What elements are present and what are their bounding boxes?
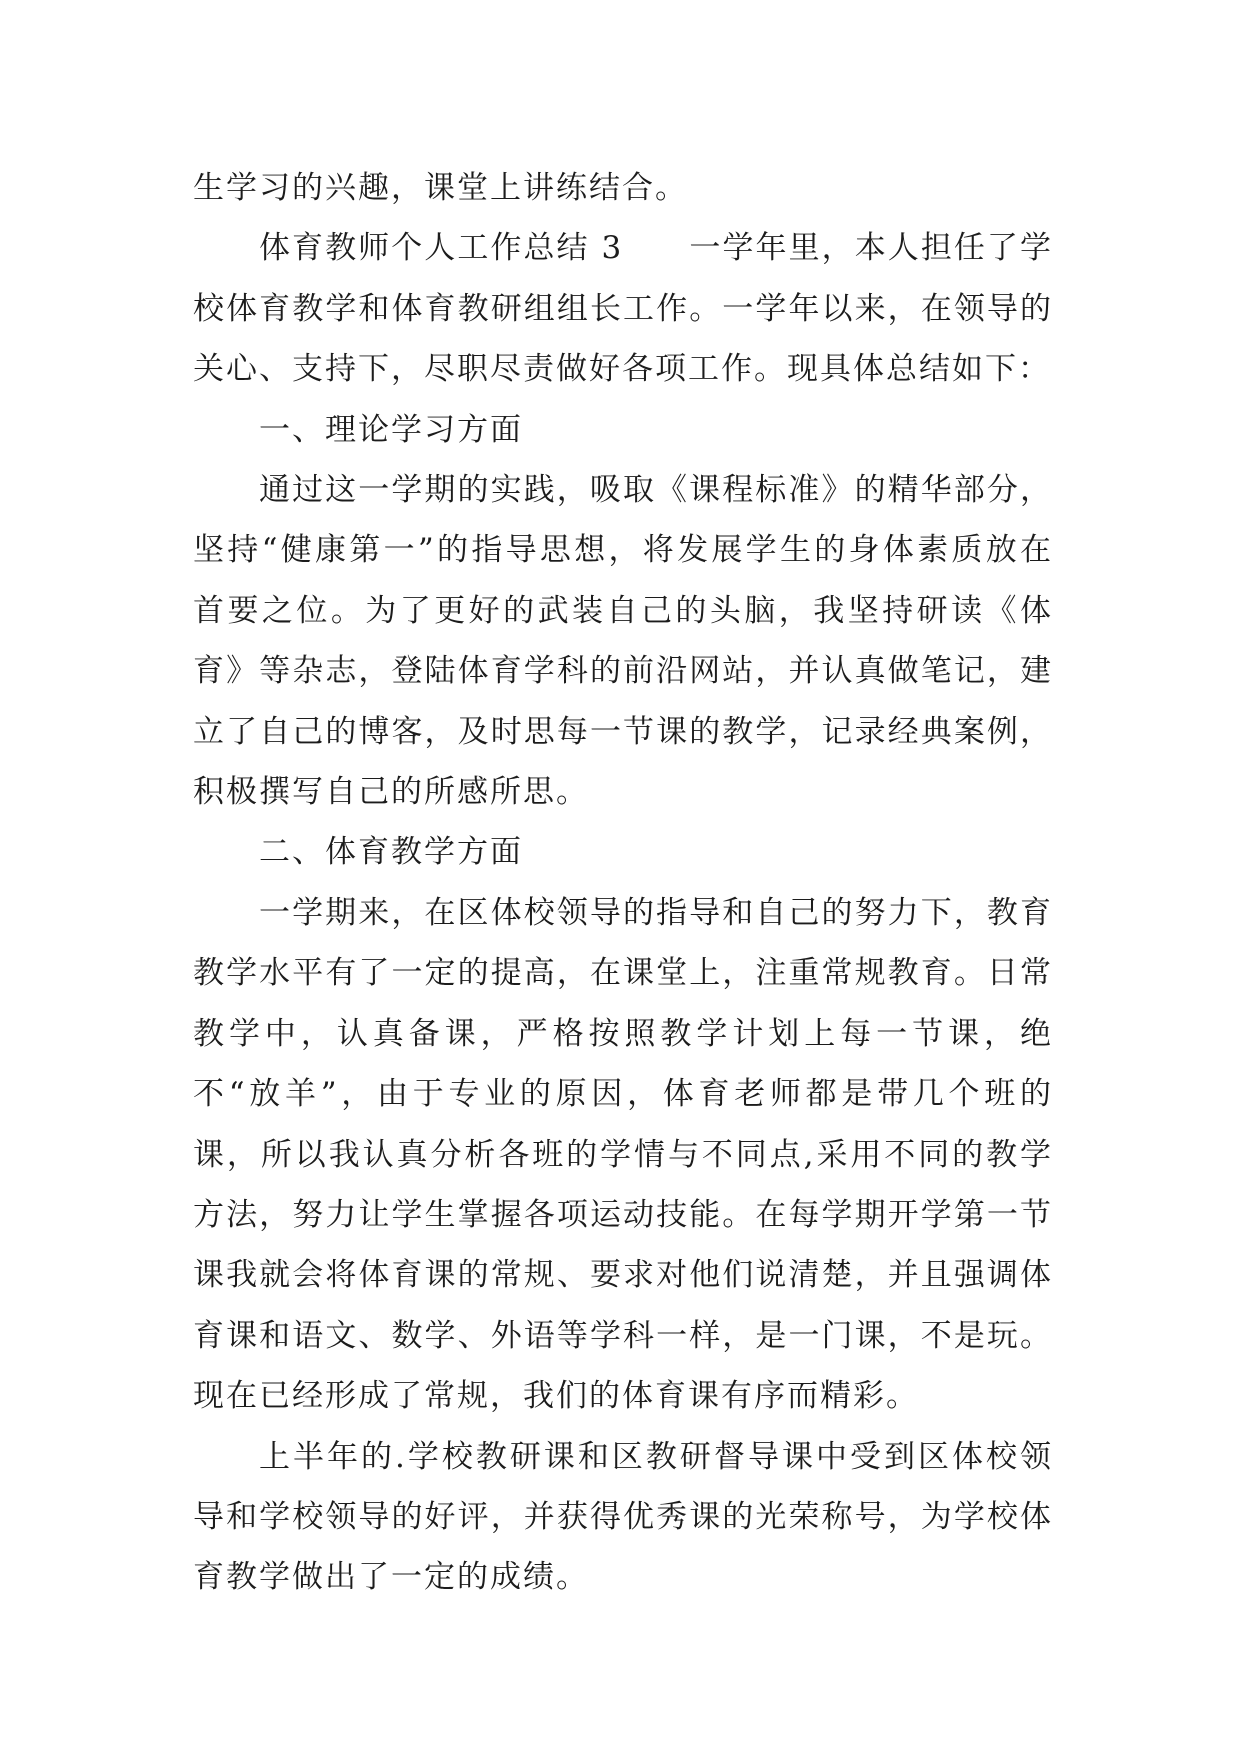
document-body [193,158,1053,1608]
section-heading-teaching: 二、体育教学方面 [259,834,523,871]
paragraph-teaching: 一学期来，在区体校领导的指导和自己的努力下，教育教学水平有了一定的提高，在课堂上，注重常规教育。日常教学中，认真备课，严格按照教学计划上每一节课，绝不“放羊”，由于专业的原因，体育老师都是带几个班的课，所以我认真分析各班的学情与不同点,采用不同的教学方法，努力让学生掌握各项运动技能。在每学期开学第一节课我就会将体育课的常规、要求对他们说清楚，并且强调体育课和语文、数学、外语等学科一样，是一门课，不是玩。现在已经形成了常规，我们的体育课有序而精彩。 [193,894,1053,1415]
paragraph-continuation: 生学习的兴趣，课堂上讲练结合。 [193,170,688,206]
paragraph-summary-intro: 体育教师个人工作总结 3 一学年里，本人担任了学校体育教学和体育教研组组长工作。一学年以来，在领导的关心、支持下，尽职尽责做好各项工作。现具体总结如下： [193,230,1053,388]
section-heading-theory: 一、理论学习方面 [259,411,523,448]
paragraph-achievement: 上半年的.学校教研课和区教研督导课中受到区体校领导和学校领导的好评，并获得优秀课的光荣称号，为学校体育教学做出了一定的成绩。 [193,1438,1053,1596]
paragraph-theory: 通过这一学期的实践，吸取《课程标准》的精华部分，坚持“健康第一”的指导思想，将发展学生的身体素质放在首要之位。为了更好的武装自己的头脑，我坚持研读《体育》等杂志，登陆体育学科的前沿网站，并认真做笔记，建立了自己的博客，及时思每一节课的教学，记录经典案例，积极撰写自己的所感所思。 [193,472,1053,811]
